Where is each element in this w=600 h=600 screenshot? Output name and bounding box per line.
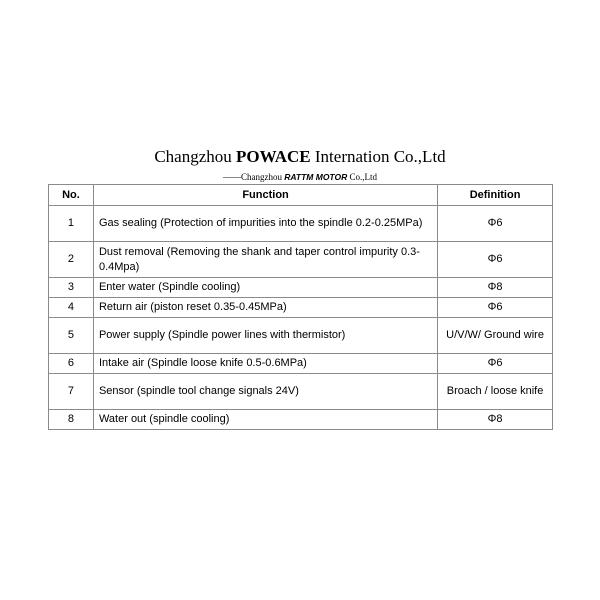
row-number: 3 bbox=[49, 278, 94, 298]
header-function: Function bbox=[93, 185, 437, 206]
row-definition: Φ6 bbox=[438, 206, 553, 242]
subtitle-brand: RATTM MOTOR bbox=[284, 172, 348, 182]
title-brand: POWACE bbox=[236, 147, 311, 166]
table-row bbox=[49, 298, 553, 318]
row-number: 4 bbox=[49, 298, 94, 318]
page-subtitle bbox=[0, 171, 600, 183]
row-definition: U/V/W/ Ground wire bbox=[438, 318, 553, 354]
title-suffix: Internation Co.,Ltd bbox=[310, 147, 446, 166]
header-no: No. bbox=[49, 185, 94, 206]
row-function: Return air (piston reset 0.35-0.45MPa) bbox=[93, 298, 437, 318]
page-title bbox=[0, 146, 600, 168]
row-number: 7 bbox=[49, 374, 94, 410]
row-definition: Broach / loose knife bbox=[438, 374, 553, 410]
row-function: Sensor (spindle tool change signals 24V) bbox=[93, 374, 437, 410]
subtitle-suffix: Co.,Ltd bbox=[347, 172, 377, 182]
row-definition: Φ6 bbox=[438, 242, 553, 278]
row-function: Gas sealing (Protection of impurities into the spindle 0.2-0.25MPa) bbox=[93, 206, 437, 242]
subtitle-prefix: ——Changzhou bbox=[223, 172, 285, 182]
row-function: Water out (spindle cooling) bbox=[93, 410, 437, 430]
row-definition: Φ6 bbox=[438, 298, 553, 318]
title-prefix: Changzhou bbox=[154, 147, 237, 166]
row-function: Intake air (Spindle loose knife 0.5-0.6MPa) bbox=[93, 354, 437, 374]
function-table bbox=[48, 184, 553, 430]
row-function: Dust removal (Removing the shank and taper control impurity 0.3-0.4Mpa) bbox=[93, 242, 437, 278]
table-row bbox=[49, 318, 553, 354]
row-definition: Φ6 bbox=[438, 354, 553, 374]
row-definition: Φ8 bbox=[438, 410, 553, 430]
row-definition: Φ8 bbox=[438, 278, 553, 298]
header-definition: Definition bbox=[438, 185, 553, 206]
row-number: 5 bbox=[49, 318, 94, 354]
row-function: Enter water (Spindle cooling) bbox=[93, 278, 437, 298]
row-number: 1 bbox=[49, 206, 94, 242]
table-row bbox=[49, 242, 553, 278]
table-row bbox=[49, 354, 553, 374]
table-header-row bbox=[49, 185, 553, 206]
row-number: 8 bbox=[49, 410, 94, 430]
table-row bbox=[49, 206, 553, 242]
row-number: 6 bbox=[49, 354, 94, 374]
table-row bbox=[49, 278, 553, 298]
table-row bbox=[49, 410, 553, 430]
table-row bbox=[49, 374, 553, 410]
row-number: 2 bbox=[49, 242, 94, 278]
row-function: Power supply (Spindle power lines with thermistor) bbox=[93, 318, 437, 354]
